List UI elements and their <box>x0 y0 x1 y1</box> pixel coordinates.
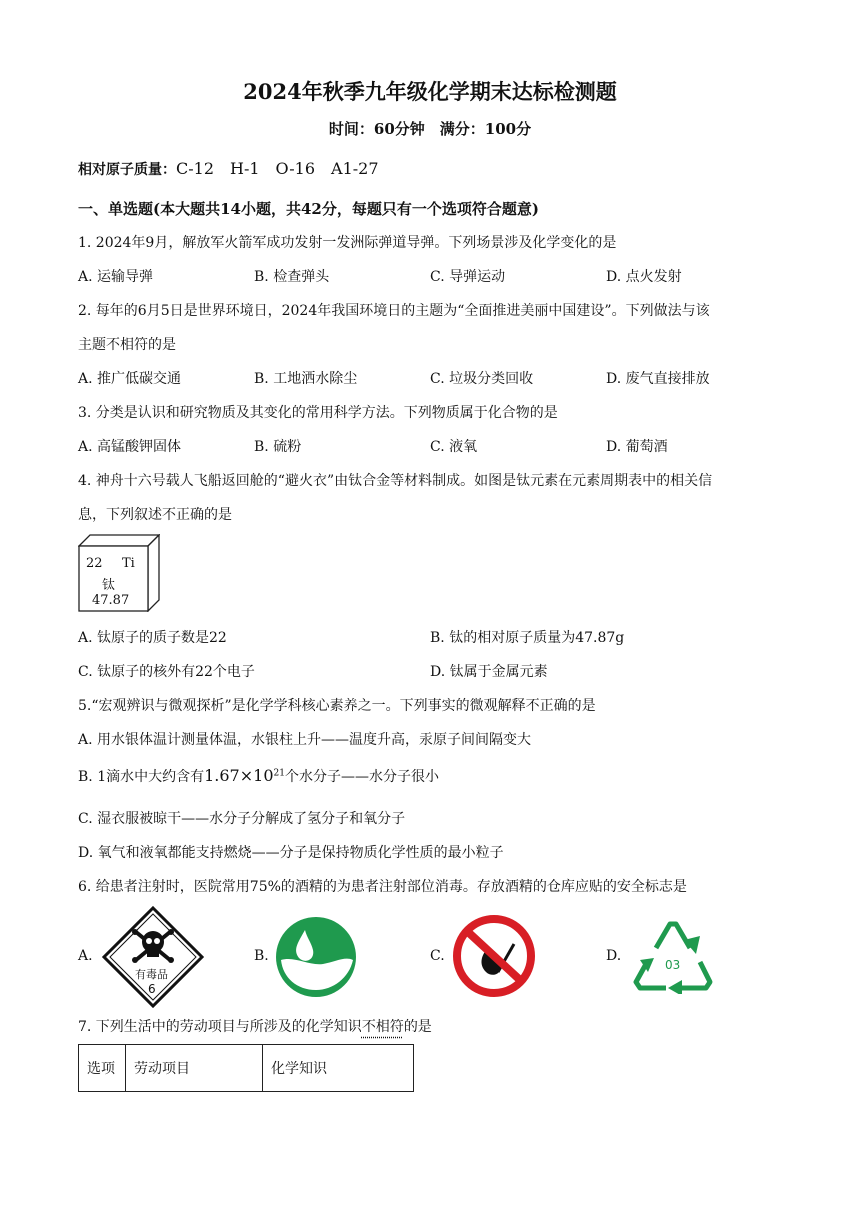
q2-option-b: B. 工地洒水除尘 <box>254 371 358 387</box>
recycle-sign <box>630 914 716 994</box>
q5-option-a: A. 用水银体温计测量体温，水银柱上升——温度升高，汞原子间间隔变大 <box>78 732 532 748</box>
q1-stem: 1. 2024年9月，解放军火箭军成功发射一发洲际弹道导弹。下列场景涉及化学变化的是 <box>78 235 617 251</box>
toxic-sign-class: 6 <box>148 982 156 996</box>
q7-stem-a: 7. 下列生活中的劳动项目与所涉及的化学知识 <box>78 1019 362 1035</box>
q7-table <box>78 1044 414 1092</box>
water-saving-sign <box>275 916 357 998</box>
element-symbol: Ti <box>122 556 135 571</box>
q6-option-b-letter: B. <box>254 948 269 964</box>
q4-option-a: A. 钛原子的质子数是22 <box>78 630 227 646</box>
q6-stem: 6. 给患者注射时，医院常用75%的酒精的为患者注射部位消毒。存放酒精的仓库应贴的安全标志是 <box>78 879 687 895</box>
q1-option-d: D. 点火发射 <box>606 269 682 285</box>
table-header-option: 选项 <box>79 1045 126 1092</box>
q3-option-b: B. 硫粉 <box>254 439 302 455</box>
table-header-knowledge: 化学知识 <box>263 1045 414 1092</box>
q3-option-d: D. 葡萄酒 <box>606 439 668 455</box>
atomic-mass-values: C-12 H-1 O-16 A1-27 <box>176 159 379 178</box>
q1-option-b: B. 检查弹头 <box>254 269 330 285</box>
page-title: 2024年秋季九年级化学期末达标检测题 <box>243 79 617 104</box>
q6-option-d-letter: D. <box>606 948 622 964</box>
q7-stem <box>78 1016 432 1036</box>
q5-stem: 5.“宏观辨识与微观探析”是化学学科核心素养之一。下列事实的微观解释不正确的是 <box>78 698 596 714</box>
scientific-number: 1.67×10 <box>204 766 274 785</box>
q1-option-a: A. 运输导弹 <box>78 269 154 285</box>
no-fire-icon <box>452 914 536 998</box>
q4-option-b: B. 钛的相对原子质量为47.87g <box>430 630 625 646</box>
exponent: 21 <box>273 768 285 779</box>
q2-stem-line2: 主题不相符的是 <box>78 337 176 353</box>
element-name: 钛 <box>102 578 116 593</box>
q3-option-c: C. 液氧 <box>430 439 478 455</box>
q5-option-b-suffix: 个水分子——水分子很小 <box>284 769 439 785</box>
toxic-sign-text: 有毒品 <box>135 968 168 981</box>
recycle-code: 03 <box>665 958 681 972</box>
q2-option-a: A. 推广低碳交通 <box>78 371 182 387</box>
no-open-flame-sign <box>452 914 536 998</box>
titanium-element-card <box>78 534 160 612</box>
atomic-mass-label: 相对原子质量： <box>78 162 176 178</box>
q1-option-c: C. 导弹运动 <box>430 269 506 285</box>
q4-stem-line1: 4. 神舟十六号载人飞船返回舱的“避火衣”由钛合金等材料制成。如图是钛元素在元素周期表中的相关信 <box>78 473 713 489</box>
section-heading: 一、单选题(本大题共14小题，共42分，每题只有一个选项符合题意) <box>78 200 539 218</box>
water-drop-icon <box>275 916 357 998</box>
atomic-mass-line <box>78 156 379 179</box>
exam-info: 时间：60分钟 满分：100分 <box>328 120 532 138</box>
q5-option-d: D. 氧气和液氧都能支持燃烧——分子是保持物质化学性质的最小粒子 <box>78 845 504 861</box>
q6-option-c-letter: C. <box>430 948 445 964</box>
q2-option-d: D. 废气直接排放 <box>606 371 710 387</box>
toxic-sign <box>102 906 204 1008</box>
recycle-arrows-icon <box>630 914 716 994</box>
q4-stem-line2: 息，下列叙述不正确的是 <box>78 507 232 523</box>
q5-option-b <box>78 766 439 786</box>
q5-option-c: C. 湿衣服被晾干——水分子分解成了氢分子和氧分子 <box>78 811 406 827</box>
q7-stem-c: 的是 <box>403 1019 432 1035</box>
q2-option-c: C. 垃圾分类回收 <box>430 371 534 387</box>
q4-option-d: D. 钛属于金属元素 <box>430 664 548 680</box>
table-row <box>79 1045 414 1092</box>
q3-option-a: A. 高锰酸钾固体 <box>78 439 182 455</box>
table-header-task: 劳动项目 <box>126 1045 263 1092</box>
q6-option-a-letter: A. <box>78 948 93 964</box>
atomic-number: 22 <box>86 556 103 571</box>
q4-option-c: C. 钛原子的核外有22个电子 <box>78 664 255 680</box>
atomic-mass: 47.87 <box>92 593 130 608</box>
q3-stem: 3. 分类是认识和研究物质及其变化的常用科学方法。下列物质属于化合物的是 <box>78 405 558 421</box>
q5-option-b-prefix: B. 1滴水中大约含有 <box>78 769 205 785</box>
q2-stem-line1: 2. 每年的6月5日是世界环境日，2024年我国环境日的主题为“全面推进美丽中国建设”。下列做法与该 <box>78 303 710 319</box>
q7-stem-emphasis: 不相符 <box>361 1019 404 1035</box>
